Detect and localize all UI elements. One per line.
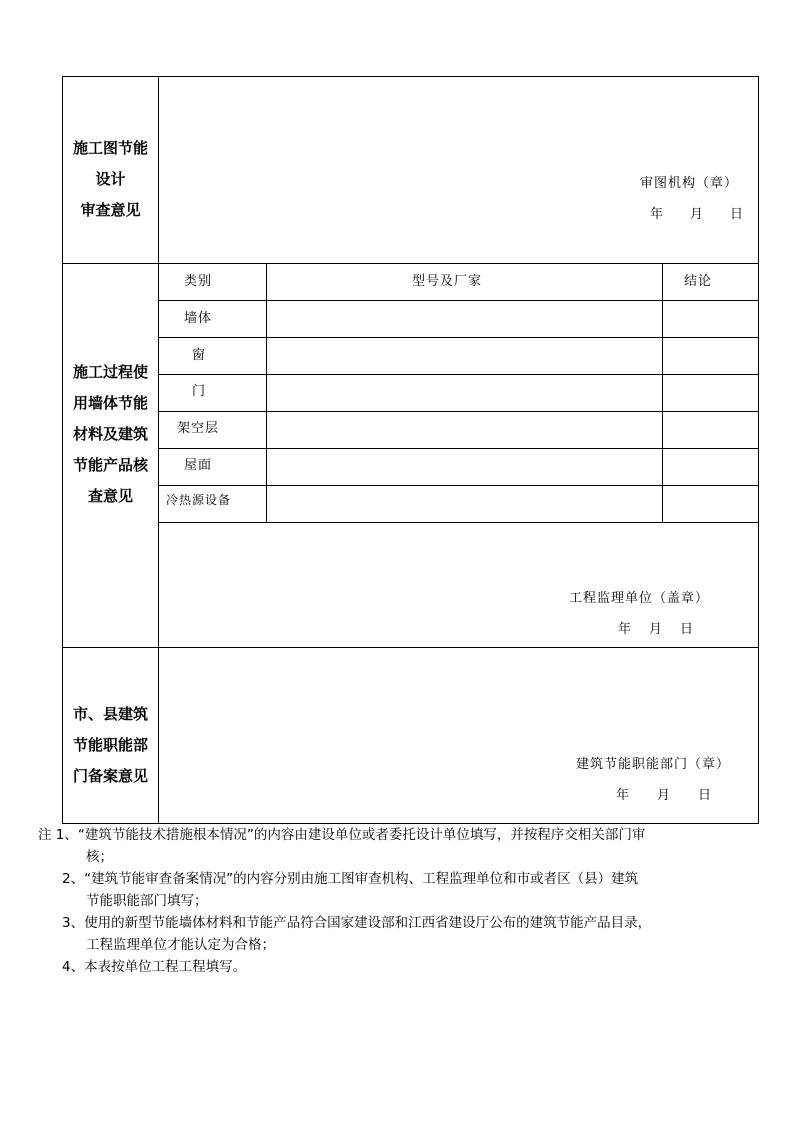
row-label-window: 窗	[192, 348, 207, 363]
section2-label-line: 查意见	[87, 487, 133, 505]
table-border-top	[62, 76, 759, 77]
month-label: 月	[649, 622, 664, 637]
note-1-line-1: 注 1、“建筑节能技术措施根本情况”的内容由建设单位或者委托设计单位填写，并按程序交相关部门审	[38, 827, 646, 843]
section2-label	[63, 357, 158, 512]
section2-date	[618, 618, 694, 637]
day-label: 日	[698, 788, 713, 803]
year-label: 年	[616, 788, 631, 803]
section2-label-line: 节能产品核	[72, 456, 148, 474]
year-label: 年	[650, 207, 665, 222]
grid-line	[158, 485, 759, 486]
grid-line	[158, 448, 759, 449]
section-divider-2	[62, 647, 759, 648]
note-2-line-1: 2、“建筑节能审查备案情况”的内容分别由施工图审查机构、工程监理单位和市或者区（县）建筑	[62, 871, 639, 887]
section2-seal: 工程监理单位（盖章）	[569, 591, 710, 606]
note-3-line-1: 3、使用的新型节能墙体材料和节能产品符合国家建设部和江西省建设厅公布的建筑节能产品目录，	[62, 915, 652, 931]
section3-label-line: 市、县建筑	[72, 705, 148, 723]
note-2-line-2: 节能职能部门填写；	[86, 893, 208, 909]
row-label-door: 门	[192, 384, 207, 399]
grid-line	[158, 337, 759, 338]
section1-label-line: 施工图节能	[72, 139, 148, 157]
note-4: 4、本表按单位工程工程填写。	[62, 959, 247, 975]
section1-date	[650, 203, 744, 222]
year-label: 年	[618, 622, 633, 637]
section2-label-line: 施工过程使	[72, 363, 148, 381]
section1-label	[63, 133, 158, 226]
section-divider-1	[62, 263, 759, 264]
row-label-overhead-floor: 架空层	[177, 421, 220, 436]
section2-label-line: 材料及建筑	[72, 425, 148, 443]
month-label: 月	[690, 207, 705, 222]
section3-label	[63, 699, 158, 792]
grid-line	[266, 263, 267, 523]
grid-line	[158, 300, 759, 301]
section3-date	[616, 784, 712, 803]
table-border-right	[758, 76, 759, 824]
day-label: 日	[730, 207, 745, 222]
grid-line	[662, 263, 663, 523]
section2-label-line: 用墙体节能	[72, 394, 148, 412]
grid-line	[158, 522, 759, 523]
grid-line	[158, 411, 759, 412]
header-category: 类别	[184, 274, 213, 289]
section1-label-line: 审查意见	[80, 201, 141, 219]
row-label-roof: 屋面	[184, 458, 213, 473]
section1-seal: 审图机构（章）	[640, 176, 739, 191]
note-1-line-2: 核；	[86, 849, 113, 865]
note-3-line-2: 工程监理单位才能认定为合格；	[86, 937, 275, 953]
day-label: 日	[680, 622, 695, 637]
header-model-manufacturer: 型号及厂家	[412, 274, 483, 289]
section3-label-line: 节能职能部	[72, 736, 148, 754]
label-column-divider	[158, 76, 159, 824]
section3-label-line: 门备案意见	[72, 767, 148, 785]
row-label-wall: 墙体	[184, 311, 213, 326]
section1-label-line: 设计	[95, 170, 126, 188]
section3-seal: 建筑节能职能部门（章）	[576, 757, 731, 772]
row-label-hvac-equipment: 冷热源设备	[166, 493, 232, 507]
header-conclusion: 结论	[684, 274, 713, 289]
month-label: 月	[657, 788, 672, 803]
grid-line	[158, 374, 759, 375]
